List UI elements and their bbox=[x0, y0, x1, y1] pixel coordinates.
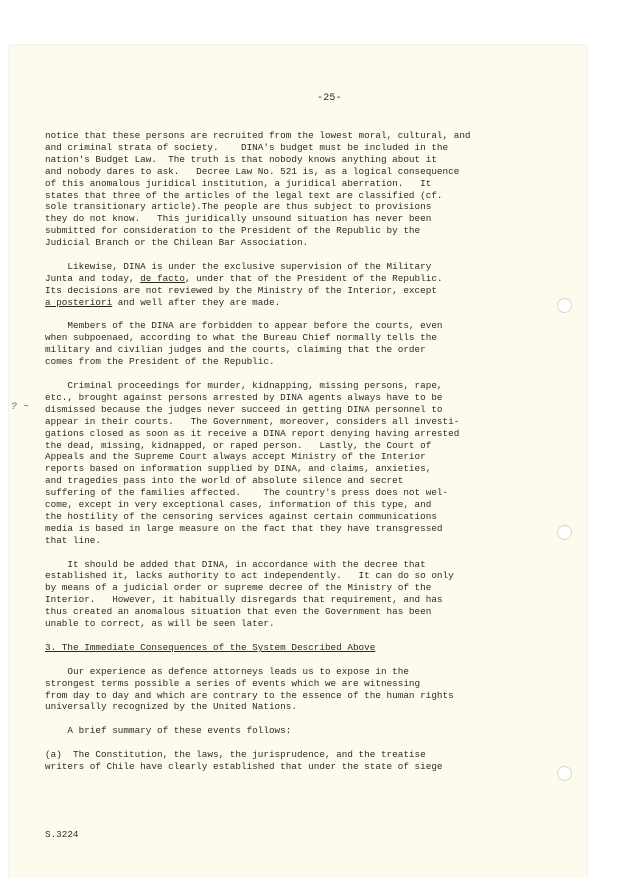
text-line: Judicial Branch or the Chilean Bar Association. bbox=[45, 237, 309, 249]
text-line: they do not know. This juridically unsound situation has never been bbox=[45, 213, 432, 225]
text-line: when subpoenaed, according to what the Bureau Chief normally tells the bbox=[45, 332, 437, 344]
punch-hole bbox=[557, 298, 572, 313]
text-line: and criminal strata of society. DINA's budget must be included in the bbox=[45, 141, 449, 153]
text-line: notice that these persons are recruited from the lowest moral, cultural, and bbox=[45, 130, 471, 141]
text-line: media is based in large measure on the fact that they have transgressed bbox=[45, 522, 443, 534]
text-line: Junta and today, de facto, under that of the President of the Republic. bbox=[45, 272, 443, 284]
text-line: suffering of the families affected. The country's press does not wel- bbox=[45, 487, 449, 499]
text-line: nation's Budget Law. The truth is that nobody knows anything about it bbox=[45, 153, 437, 165]
punch-hole bbox=[557, 766, 572, 781]
text-line: military and civilian judges and the courts, claiming that the order bbox=[45, 344, 426, 356]
text-line: Appeals and the Supreme Court always accept Ministry of the Interior bbox=[45, 451, 426, 463]
text-line: unable to correct, as will be seen later. bbox=[45, 618, 275, 630]
underlined-term: a posteriori bbox=[45, 296, 113, 308]
text-line: (a) The Constitution, the laws, the jurisprudence, and the treatise bbox=[45, 749, 426, 760]
text-line: submitted for consideration to the President of the Republic by the bbox=[45, 225, 421, 237]
text-line: the dead, missing, kidnapped, or raped person. Lastly, the Court of bbox=[45, 439, 432, 451]
text-line: states that three of the articles of the legal text are classified (cf. bbox=[45, 189, 443, 201]
text-line: Likewise, DINA is under the exclusive supervision of the Military bbox=[45, 260, 432, 272]
text-line: It should be added that DINA, in accordance with the decree that bbox=[45, 558, 426, 570]
text-line: appear in their courts. The Government, moreover, considers all investi- bbox=[45, 415, 460, 427]
underlined-term: de facto bbox=[140, 272, 185, 284]
section-heading: 3. The Immediate Consequences of the System Described Above bbox=[45, 641, 376, 653]
document-reference: S.3224 bbox=[45, 829, 79, 840]
text-line: Interior. However, it habitually disregards that requirement, and has bbox=[45, 594, 443, 606]
paragraph bbox=[45, 380, 515, 547]
text-line: established it, lacks authority to act independently. It can do so only bbox=[45, 570, 454, 582]
paragraph bbox=[45, 130, 515, 249]
paragraph bbox=[45, 725, 515, 737]
document-body bbox=[45, 130, 515, 785]
handwritten-margin-mark: ? ~ bbox=[11, 402, 30, 413]
text-line: a posteriori and well after they are made. bbox=[45, 296, 281, 308]
text-line: that line. bbox=[45, 534, 101, 546]
page-number: -25- bbox=[317, 93, 342, 104]
text-line: etc., brought against persons arrested by DINA agents always have to be bbox=[45, 391, 443, 403]
text-line: A brief summary of these events follows: bbox=[45, 725, 292, 737]
paragraph bbox=[45, 559, 515, 630]
document-page bbox=[9, 45, 587, 878]
text-line: strongest terms possible a series of events which we are witnessing bbox=[45, 677, 421, 689]
text-line: come, except in very exceptional cases, information of this type, and bbox=[45, 499, 432, 511]
text-line: universally recognized by the United Nations. bbox=[45, 701, 297, 713]
text-line: of this anomalous juridical institution, a juridical aberration. It bbox=[45, 177, 432, 189]
text-line: and nobody dares to ask. Decree Law No. 521 is, as a logical consequence bbox=[45, 165, 460, 177]
text-line: by means of a judicial order or supreme decree of the Ministry of the bbox=[45, 582, 432, 594]
text-line: sole transitionary article).The people are thus subject to provisions bbox=[45, 201, 432, 213]
paragraph bbox=[45, 320, 515, 368]
paragraph bbox=[45, 749, 515, 773]
text-line: from day to day and which are contrary to the essence of the human rights bbox=[45, 689, 454, 701]
text-line: Our experience as defence attorneys leads us to expose in the bbox=[45, 665, 409, 677]
paragraph bbox=[45, 666, 515, 714]
punch-hole bbox=[557, 525, 572, 540]
text-line: and tragedies pass into the world of absolute silence and secret bbox=[45, 475, 404, 487]
text-line: writers of Chile have clearly established that under the state of siege bbox=[45, 760, 443, 772]
paragraph bbox=[45, 261, 515, 309]
text-line: reports based on information supplied by DINA, and claims, anxieties, bbox=[45, 463, 432, 475]
text-line: gations closed as soon as it receive a DINA report denying having arrested bbox=[45, 427, 460, 439]
text-line: Its decisions are not reviewed by the Ministry of the Interior, except bbox=[45, 284, 437, 296]
text-line: the hostility of the censoring services against certain communications bbox=[45, 510, 437, 522]
text-line: dismissed because the judges never succeed in getting DINA personnel to bbox=[45, 403, 443, 415]
text-line: Criminal proceedings for murder, kidnapping, missing persons, rape, bbox=[45, 379, 443, 391]
text-line: Members of the DINA are forbidden to appear before the courts, even bbox=[45, 320, 443, 332]
text-line: comes from the President of the Republic. bbox=[45, 356, 275, 368]
text-line: thus created an anomalous situation that even the Government has been bbox=[45, 606, 432, 618]
